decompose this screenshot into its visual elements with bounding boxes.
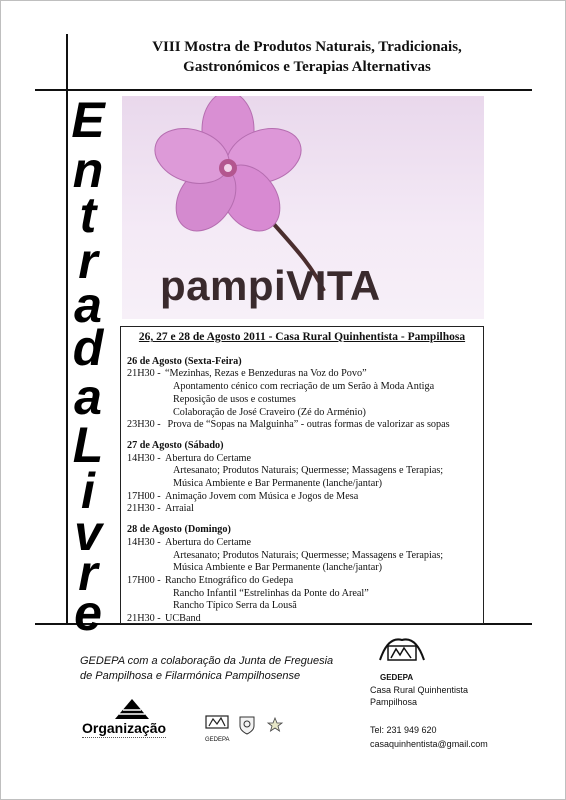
event-detail: Reposição de usos e costumes	[173, 393, 296, 405]
event-row	[127, 503, 483, 516]
event-time: 21H30 -	[127, 368, 161, 380]
event-detail: Apontamento cénico com recriação de um Serão à Moda Antiga	[173, 381, 435, 393]
event-title	[112, 37, 502, 77]
program-box	[120, 326, 484, 624]
event-row	[127, 537, 483, 550]
letter-e2: e	[74, 585, 102, 641]
event-text: Abertura do Certame	[165, 536, 251, 548]
event-text: Arraial	[165, 503, 194, 515]
letter-v: v	[74, 505, 102, 561]
event-text: Abertura do Certame	[165, 452, 251, 464]
event-detail: Rancho Infantil “Estrelinhas da Ponte do Areal”	[173, 587, 369, 599]
pampivita-logo-text: pampiVITA	[160, 262, 381, 309]
event-time: 17H00 -	[127, 574, 161, 586]
gedepa-main-logo-icon	[378, 632, 426, 670]
day-title: 26 de Agosto (Sexta-Feira)	[127, 355, 242, 367]
letter-t: t	[79, 187, 97, 243]
organization-label: Organização	[82, 720, 167, 736]
letter-i: i	[81, 463, 95, 519]
event-text: UCBand	[165, 613, 201, 625]
event-row	[127, 613, 483, 626]
event-time: 21H30 -	[127, 503, 161, 515]
letter-r2: r	[78, 545, 98, 601]
day-title: 28 de Agosto (Domingo)	[127, 524, 231, 536]
event-detail: Rancho Típico Serra da Lousã	[173, 600, 297, 612]
event-title-line-2: Gastronómicos e Terapias Alternativas	[183, 59, 431, 75]
day-28	[127, 524, 483, 626]
letter-l: L	[72, 417, 104, 473]
letter-d: d	[72, 320, 104, 376]
event-time: 14H30 -	[127, 536, 161, 548]
event-detail: Artesanato; Produtos Naturais; Quermesse; Massagens e Terapias;	[173, 549, 444, 561]
day-title: 27 de Agosto (Sábado)	[127, 439, 224, 451]
event-row	[127, 575, 483, 588]
contact-venue-line-1: Casa Rural Quinhentista	[370, 685, 469, 695]
gedepa-main-logo-label: GEDEPA	[380, 673, 414, 682]
event-row	[127, 419, 483, 432]
event-time: 17H00 -	[127, 490, 161, 502]
event-row	[127, 491, 483, 504]
event-detail: Música Ambiente e Bar Permanente (lanche/jantar)	[173, 478, 383, 490]
contact-email[interactable]: casaquinhentista@gmail.com	[370, 739, 488, 749]
flower-petals	[148, 96, 308, 242]
contact-venue-line-2: Pampilhosa	[370, 697, 418, 707]
day-26	[127, 356, 483, 432]
junta-freguesia-crest-icon	[236, 714, 258, 736]
credit-text: GEDEPA com a colaboração da Junta de Freguesia de Pampilhosa e Filarmónica Pampilhosense	[80, 655, 334, 682]
top-divider	[35, 89, 532, 91]
event-time: 14H30 -	[127, 452, 161, 464]
event-row	[127, 453, 483, 466]
organization-pyramid-icon	[114, 698, 150, 720]
event-text: “Mezinhas, Rezas e Benzeduras na Voz do Povo”	[165, 368, 367, 380]
event-detail: Colaboração de José Craveiro (Zé do Arménio)	[173, 406, 366, 418]
event-text: Rancho Etnográfico do Gedepa	[165, 574, 294, 586]
day-27	[127, 440, 483, 516]
event-title-line-1: VIII Mostra de Produtos Naturais, Tradicionais,	[152, 39, 462, 55]
event-time: 23H30 -	[127, 419, 161, 431]
gedepa-emblem-icon	[205, 714, 229, 732]
event-text: Prova de “Sopas na Malguinha” - outras formas de valorizar as sopas	[165, 419, 450, 431]
event-detail: Artesanato; Produtos Naturais; Quermesse; Massagens e Terapias;	[173, 465, 444, 477]
letter-r: r	[78, 233, 98, 289]
contact-phone: Tel: 231 949 620	[370, 725, 437, 735]
event-detail: Música Ambiente e Bar Permanente (lanche/jantar)	[173, 562, 383, 574]
event-row	[127, 368, 483, 381]
letter-a2: a	[74, 369, 102, 425]
gedepa-small-caption: GEDEPA	[205, 737, 230, 743]
event-time: 21H30 -	[127, 613, 161, 625]
letter-e1: E	[71, 92, 105, 148]
letter-a1: a	[74, 277, 102, 333]
gedepa-small-logo	[205, 714, 230, 743]
event-text: Animação Jovem com Música e Jogos de Mesa	[165, 490, 359, 502]
program-header: 26, 27 e 28 de Agosto 2011 - Casa Rural Quinhentista - Pampilhosa	[138, 331, 466, 343]
filarmonica-emblem-icon	[266, 716, 284, 734]
letter-n: n	[72, 142, 104, 198]
